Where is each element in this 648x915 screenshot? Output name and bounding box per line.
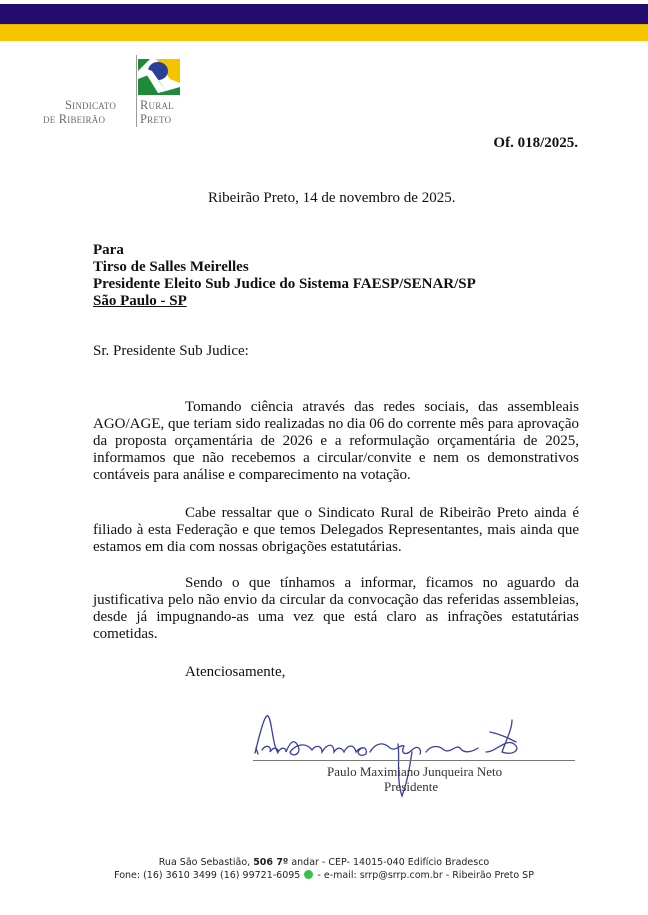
- footer-address: [0, 857, 648, 868]
- logo-text-sindicato: Sindicato: [65, 98, 117, 112]
- header-band-gold: [0, 24, 648, 41]
- recipient-title: Presidente Eleito Sub Judice do Sistema FAESP/SENAR/SP: [93, 276, 476, 292]
- body-paragraph-2-text: Cabe ressaltar que o Sindicato Rural de Ribeirão Preto ainda é filiado à esta Federação e que temos Delegados Representantes, mais ainda que estamos em dia com nossas obrigações estatutárias.: [93, 505, 579, 555]
- salutation: Sr. Presidente Sub Judice:: [93, 343, 249, 359]
- signer-title: Presidente: [384, 779, 439, 794]
- body-paragraph-1-text: Tomando ciência através das redes sociais, das assembleais AGO/AGE, que teriam sido realizadas no dia 06 do corrente mês para aprovação da proposta orçamentária de 2026 e a reformulação orçamentária de 2025, informamos que não recebemos a circular/convite e nem os demonstrativos contáveis para análise e comparecimento na votação.: [93, 399, 579, 483]
- logo-r-emblem-icon: [136, 57, 182, 97]
- whatsapp-icon: [304, 870, 313, 879]
- logo-text-de-ribeirao: de Ribeirão: [43, 112, 106, 126]
- body-paragraph-3: [93, 575, 579, 643]
- signer-name: Paulo Maximiano Junqueira Neto: [327, 764, 503, 779]
- signature-line: [253, 760, 575, 761]
- footer-contact: [0, 870, 648, 881]
- logo-text-rural: Rural: [140, 98, 174, 112]
- header-band-blue: [0, 4, 648, 24]
- body-paragraph-3-text: Sendo o que tínhamos a informar, ficamos no aguardo da justificativa pelo não envio da circular da convocação das referidas assembleias, desde já impugnando-as uma vez que está claro as infrações estatutárias cometidas.: [93, 575, 579, 642]
- footer-address-prefix: Rua São Sebastião,: [158, 857, 254, 868]
- footer-address-suffix: andar - CEP- 14015-040 Edifício Bradesco: [288, 857, 490, 868]
- closing: Atenciosamente,: [185, 664, 286, 680]
- logo-divider: [136, 55, 137, 127]
- body-paragraph-2: [93, 505, 579, 556]
- recipient-name: Tirso de Salles Meirelles: [93, 259, 249, 275]
- recipient-to-label: Para: [93, 242, 124, 258]
- logo-text-preto: Preto: [140, 112, 172, 126]
- recipient-block: [93, 242, 476, 310]
- recipient-location: São Paulo - SP: [93, 293, 187, 309]
- letter-date: Ribeirão Preto, 14 de novembro de 2025.: [208, 190, 456, 206]
- body-paragraph-1: [93, 399, 579, 484]
- organization-logo: [42, 55, 192, 130]
- letter-reference-number: Of. 018/2025.: [493, 135, 578, 151]
- footer-phone: Fone: (16) 3610 3499 (16) 99721-6095: [114, 870, 301, 881]
- footer-address-number: 506 7º: [253, 857, 289, 868]
- footer-contact-suffix: - e-mail: srrp@srrp.com.br - Ribeirão Preto SP: [317, 870, 534, 881]
